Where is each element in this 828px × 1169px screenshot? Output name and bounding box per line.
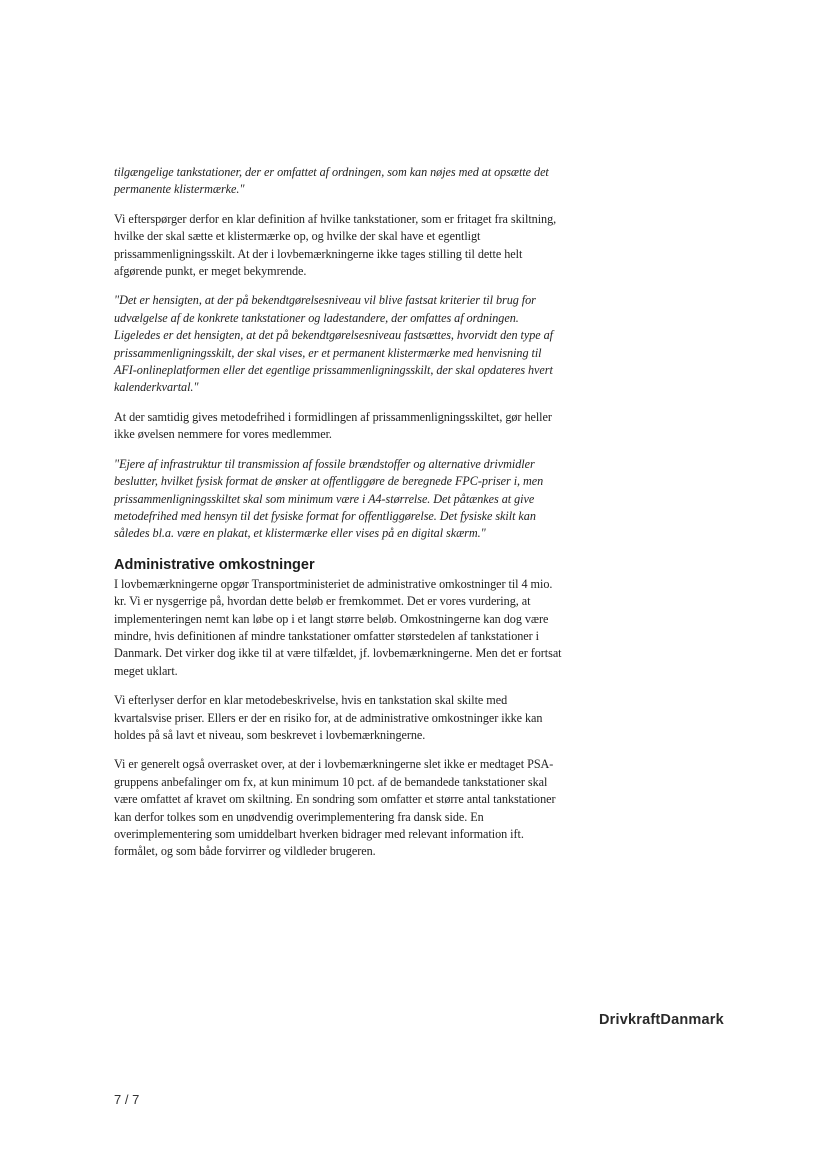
quote-paragraph: "Ejere af infrastruktur til transmission af fossile brændstoffer og alternative drivmidler beslutter, hvilket fysisk format de ønsker at offentliggøre de beregnede FPC-priser i, men prissammenligningsskiltet skal som minimum være i A4-størrelse. Det påtænkes at give metodefrihed med hensyn til det fysiske format for offentliggørelse. Det fysiske skilt kan således bl.a. være en plakat, et klistermærke eller vises på en digital skærm.": [114, 456, 544, 541]
body-paragraph: Vi efterspørger derfor en klar definition af hvilke tankstationer, som er fritaget fra skiltning, hvilke der skal sætte et klistermærke op, og hvilke der skal have et egentligt prissammenligningsskilt. At der i lovbemærkningerne ikke tages stilling til dette helt afgørende punkt, er meget bekymrende.: [114, 211, 557, 279]
body-paragraph: At der samtidig gives metodefrihed i formidlingen af prissammenligningsskiltet, gør heller ikke øvelsen nemmere for vores medlemmer.: [114, 409, 552, 442]
section-heading: Administrative omkostninger: [114, 556, 315, 573]
body-paragraph: I lovbemærkningerne opgør Transportministeriet de administrative omkostninger til 4 mio. kr. Vi er nysgerrige på, hvordan dette beløb er fremkommet. Det er vores vurdering, at implementeringen nemt kan løbe op i et langt større beløb. Omkostningerne kan dog være mindre, hvis definitionen af mindre tankstationer omfatter størstedelen af tankstationer i Danmark. Det virker dog ikke til at være tilfældet, jf. lovbemærkningerne. Men det er fortsat meget uklart.: [114, 576, 562, 678]
document-body: [114, 164, 566, 873]
body-paragraph: Vi efterlyser derfor en klar metodebeskrivelse, hvis en tankstation skal skilte med kvartalsvise priser. Ellers er der en risiko for, at de administrative omkostninger ikke kan holdes på så lavt et niveau, som beskrevet i lovbemærkningerne.: [114, 693, 543, 742]
quote-paragraph: "Det er hensigten, at der på bekendtgørelsesniveau vil blive fastsat kriterier til brug for udvælgelse af de konkrete tankstationer og ladestandere, der omfattes af ordningen. Ligeledes er det hensigten, at det på bekendtgørelsesniveau fastsættes, hvorvidt den type af prissammenligningsskilt, der skal vises, er et permanent klistermærke med henvisning til AFI-onlineplatformen eller det egentlige prissammenligningsskilt, der skal opdateres hvert kalenderkvartal.": [114, 293, 554, 395]
body-paragraph: Vi er generelt også overrasket over, at der i lovbemærkningerne slet ikke er medtaget PSA-gruppens anbefalinger om fx, at kun minimum 10 pct. af de bemandede tankstationer skal være omfattet af kravet om skiltning. En sondring som omfatter et større antal tankstationer kan derfor tolkes som en unødvendig overimplementering fra dansk side. En overimplementering som umiddelbart hverken bidrager med relevant information ift. formålet, og som både forvirrer og vildleder brugeren.: [114, 757, 556, 859]
page-number: 7 / 7: [114, 1092, 140, 1107]
organization-logo: DrivkraftDanmark: [599, 1012, 724, 1028]
quote-paragraph: tilgængelige tankstationer, der er omfattet af ordningen, som kan nøjes med at opsætte det permanente klistermærke.": [114, 165, 549, 197]
